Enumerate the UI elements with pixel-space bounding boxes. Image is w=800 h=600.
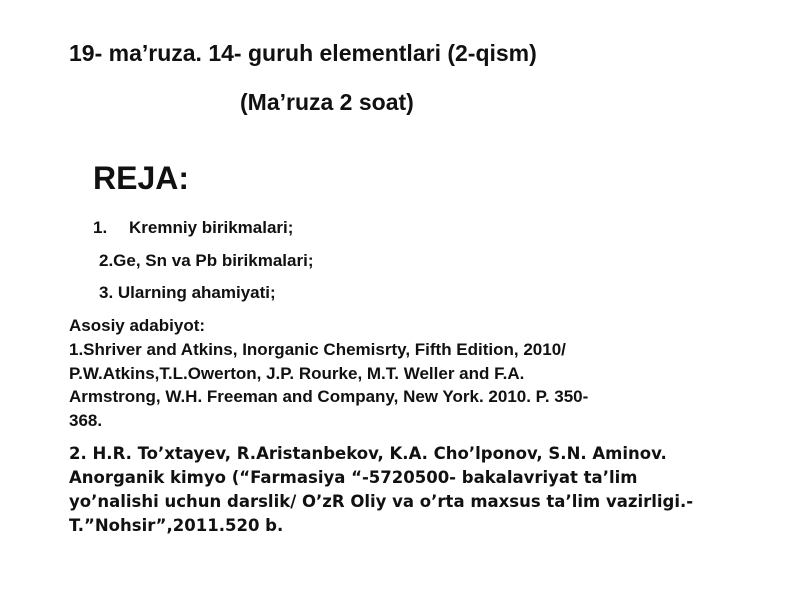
reference-2-line: 2. H.R. To’xtayev, R.Aristanbekov, K.A. Cho’lponov, S.N. Aminov. <box>69 444 667 463</box>
reference-2-line: Anorganik kimyo (“Farmasiya “-5720500- bakalavriyat ta’lim <box>69 468 638 487</box>
plan-item-3: 3. Ularning ahamiyati; <box>99 283 276 302</box>
reference-2-line: yo’nalishi uchun darslik/ O’zR Oliy va o’rta maxsus ta’lim vazirligi.- <box>69 492 694 511</box>
reference-1-line: 1.Shriver and Atkins, Inorganic Chemisrty, Fifth Edition, 2010/ <box>69 340 566 359</box>
plan-item-2: 2.Ge, Sn va Pb birikmalari; <box>99 251 314 270</box>
literature-reference-1 <box>69 338 709 432</box>
reference-2-line: T.”Nohsir”,2011.520 b. <box>69 516 284 535</box>
literature-reference-2 <box>69 442 749 538</box>
reference-1-line: Armstrong, W.H. Freeman and Company, New York. 2010. P. 350- <box>69 387 589 406</box>
slide-subtitle: (Ma’ruza 2 soat) <box>240 89 414 115</box>
plan-heading: REJA: <box>93 160 190 196</box>
literature-heading: Asosiy adabiyot: <box>69 316 206 335</box>
reference-1-line: 368. <box>69 410 103 430</box>
plan-item-1 <box>93 218 293 238</box>
slide-title: 19- ma’ruza. 14- guruh elementlari (2-qism) <box>69 40 537 66</box>
plan-item-1-number: 1. <box>93 218 108 237</box>
plan-item-1-text: Kremniy birikmalari; <box>129 218 294 237</box>
reference-1-line: P.W.Atkins,T.L.Owerton, J.P. Rourke, M.T. Weller and F.A. <box>69 363 525 383</box>
